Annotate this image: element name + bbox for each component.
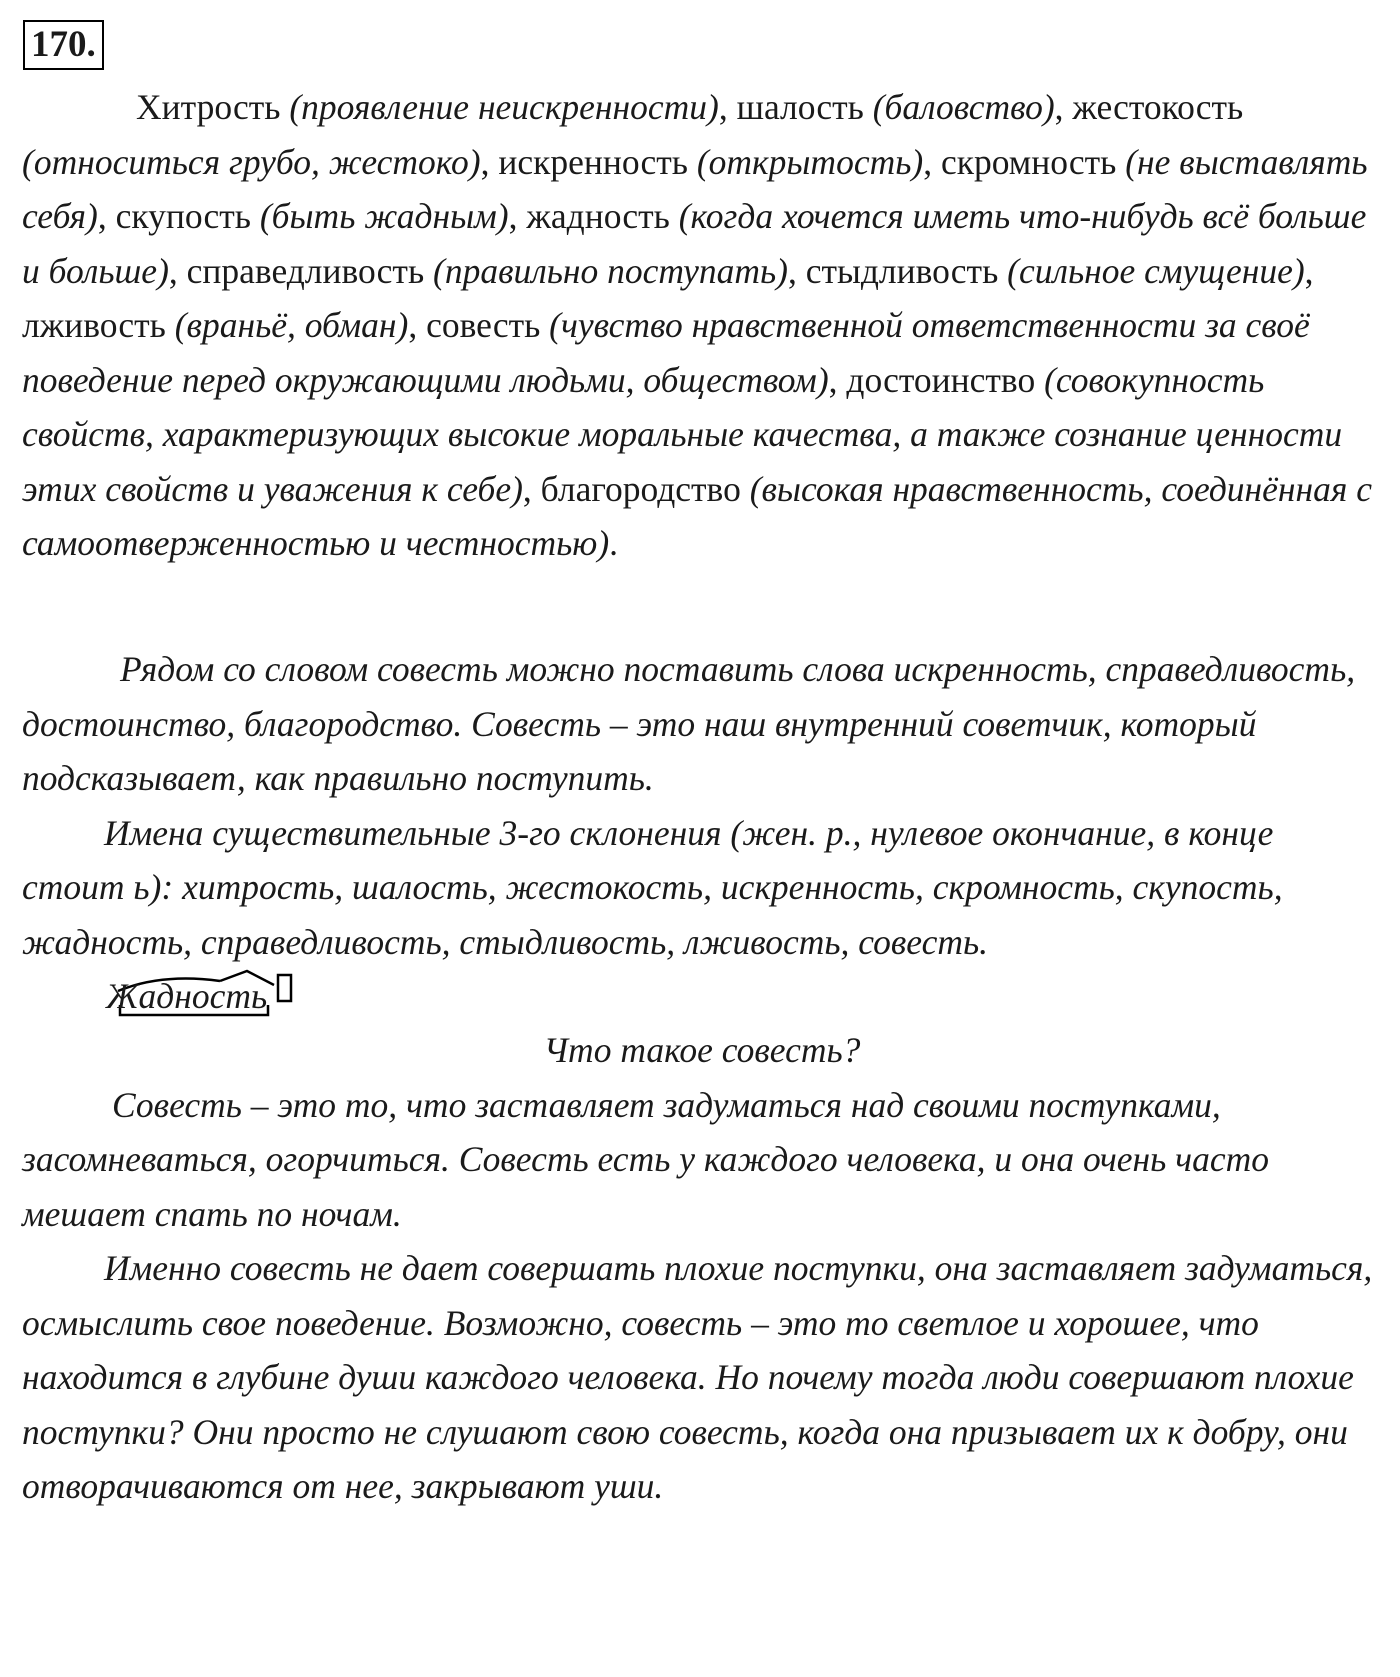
definition-text: (высокая нравственность, соединённая с самоотверженностью и честностью): [22, 468, 1373, 563]
declension-paragraph: Имена существительные 3-го склонения (жен. р., нулевое окончание, в конце стоит ь): хитрость, шалость, жестокость, искренность, скромность, скупость, жадность, справедливость, стыдливость, лживость, совесть.: [22, 812, 1283, 962]
term-text: , лживость: [22, 250, 1314, 345]
term-text: Хитрость: [136, 87, 290, 127]
morpheme-parse: [22, 969, 1382, 1023]
definition-text: (относиться грубо, жестоко): [22, 141, 481, 182]
essay-title: Что такое совесть?: [543, 1030, 861, 1070]
definition-text: (чувство нравственной ответственности за своё поведение перед окружающими людьми, обществом): [22, 305, 1310, 400]
exercise-number: 170.: [23, 20, 104, 70]
term-text: , стыдливость: [788, 250, 1008, 291]
definition-text: (баловство): [872, 87, 1055, 127]
term-text: , жадность: [508, 196, 679, 236]
term-text: , справедливость: [168, 250, 434, 291]
term-text: , скупость: [97, 196, 260, 236]
definition-text: (не выставлять себя): [22, 141, 1368, 236]
vocabulary-paragraph: [22, 80, 1382, 571]
definition-text: (когда хочется иметь что-нибудь всё больше и больше): [22, 196, 1367, 291]
definition-text: (быть жадным): [259, 196, 509, 236]
definition-text: (проявление неискренности): [289, 87, 719, 127]
definition-text: (сильное смущение): [1007, 250, 1305, 291]
essay-paragraph-2: Именно совесть не дает совершать плохие поступки, она заставляет задуматься, осмыслить свое поведение. Возможно, совесть – это то светлое и хорошее, что находится в глубине души каждого человека. Но почему тогда люди совершают плохие поступки? Они просто не слушают свою совесть, когда она призывает их к добру, они отворачиваются от нее, закрывают уши.: [22, 1248, 1373, 1506]
term-text: .: [609, 523, 619, 563]
definition-text: (враньё, обман): [174, 305, 409, 345]
parsed-word: Жадность: [106, 976, 268, 1016]
answer-block: [22, 642, 1382, 1514]
term-text: , жестокость: [1054, 87, 1244, 127]
term-text: , благородство: [522, 468, 750, 509]
definition-text: (совокупность свойств, характеризующих высокие моральные качества, а также сознание ценности этих свойств и уважения к себе): [22, 359, 1343, 509]
term-text: , совесть: [408, 305, 550, 345]
definition-text: (открытость): [696, 141, 924, 182]
term-text: , шалость: [718, 87, 873, 127]
essay-paragraph-1: Совесть – это то, что заставляет задуматься над своими поступками, засомневаться, огорчиться. Совесть есть у каждого человека, и она очень часто мешает спать по ночам.: [22, 1084, 1270, 1234]
term-text: , достоинство: [828, 359, 1045, 400]
definition-text: (правильно поступать): [433, 250, 788, 291]
vocabulary-block: [22, 80, 1382, 571]
term-text: , искренность: [480, 141, 697, 182]
conscience-paragraph: Рядом со словом совесть можно поставить слова искренность, справедливость, достоинство, благородство. Совесть – это наш внутренний советчик, который подсказывает, как правильно поступить.: [22, 649, 1356, 798]
term-text: , скромность: [923, 141, 1126, 182]
